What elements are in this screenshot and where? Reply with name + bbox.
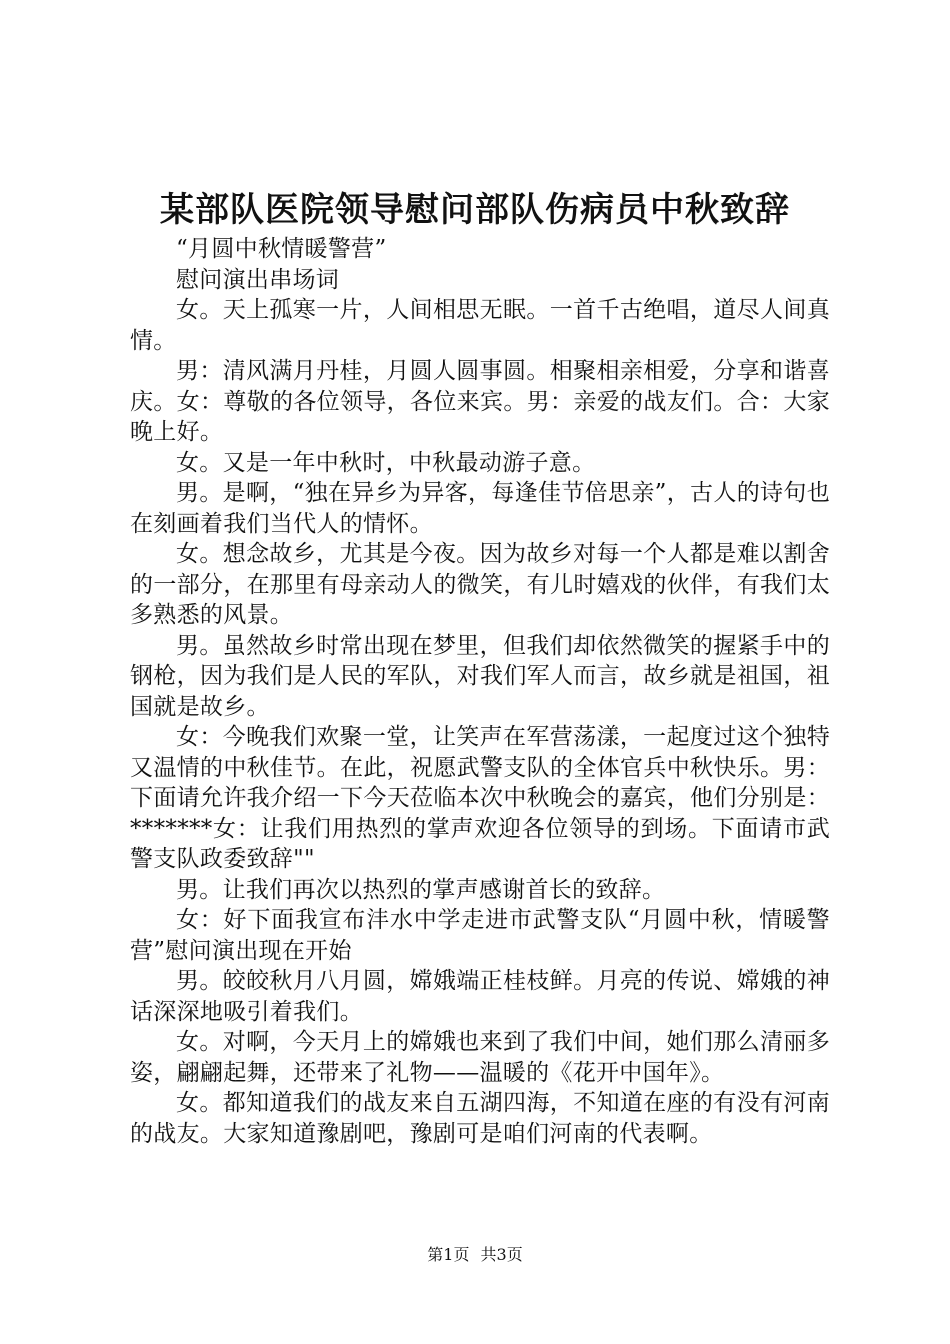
page-number: 第1页 <box>427 1245 470 1264</box>
paragraph: 男。皎皎秋月八月圆，嫦娥端正桂枝鲜。月亮的传说、嫦娥的神话深深地吸引着我们。 <box>130 968 830 1025</box>
paragraph: 男。虽然故乡时常出现在梦里，但我们却依然微笑的握紧手中的钢枪，因为我们是人民的军队，对我们军人而言，故乡就是祖国，祖国就是故乡。 <box>130 632 830 720</box>
paragraph: 女：今晚我们欢聚一堂，让笑声在军营荡漾，一起度过这个独特又温情的中秋佳节。在此，祝愿武警支队的全体官兵中秋快乐。男：下面请允许我介绍一下今天莅临本次中秋晚会的嘉宾，他们分别是：*******女：让我们用热烈的掌声欢迎各位领导的到场。下面请市武警支队政委致辞"" <box>130 724 830 872</box>
document-title: 某部队医院领导慰问部队伤病员中秋致辞 <box>160 190 790 230</box>
paragraph: 女。都知道我们的战友来自五湖四海，不知道在座的有没有河南的战友。大家知道豫剧吧，豫剧可是咱们河南的代表啊。 <box>130 1090 830 1147</box>
paragraph: 女：好下面我宣布沣水中学走进市武警支队“月圆中秋，情暖警营”慰问演出现在开始 <box>130 907 830 964</box>
paragraph: 慰问演出串场词 <box>176 266 340 293</box>
page-total: 共3页 <box>480 1245 523 1264</box>
paragraph: 男：清风满月丹桂，月圆人圆事圆。相聚相亲相爱，分享和谐喜庆。女：尊敬的各位领导，各位来宾。男：亲爱的战友们。合：大家晚上好。 <box>130 358 830 445</box>
paragraph: 男。是啊，“独在异乡为异客，每逢佳节倍思亲”，古人的诗句也在刻画着我们当代人的情怀。 <box>130 480 830 537</box>
paragraph: 女。天上孤寒一片，人间相思无眠。一首千古绝唱，道尽人间真情。 <box>130 297 830 354</box>
page-footer <box>0 1244 950 1266</box>
paragraph: “月圆中秋情暖警营” <box>176 236 387 262</box>
document-body <box>130 234 830 1149</box>
paragraph: 女。对啊，今天月上的嫦娥也来到了我们中间，她们那么清丽多姿，翩翩起舞，还带来了礼物——温暖的《花开中国年》。 <box>130 1029 830 1086</box>
paragraph: 男。让我们再次以热烈的掌声感谢首长的致辞。 <box>176 876 666 903</box>
paragraph: 女。想念故乡，尤其是今夜。因为故乡对每一个人都是难以割舍的一部分，在那里有母亲动人的微笑，有儿时嬉戏的伙伴，有我们太多熟悉的风景。 <box>130 541 830 628</box>
paragraph: 女。又是一年中秋时，中秋最动游子意。 <box>176 449 596 476</box>
